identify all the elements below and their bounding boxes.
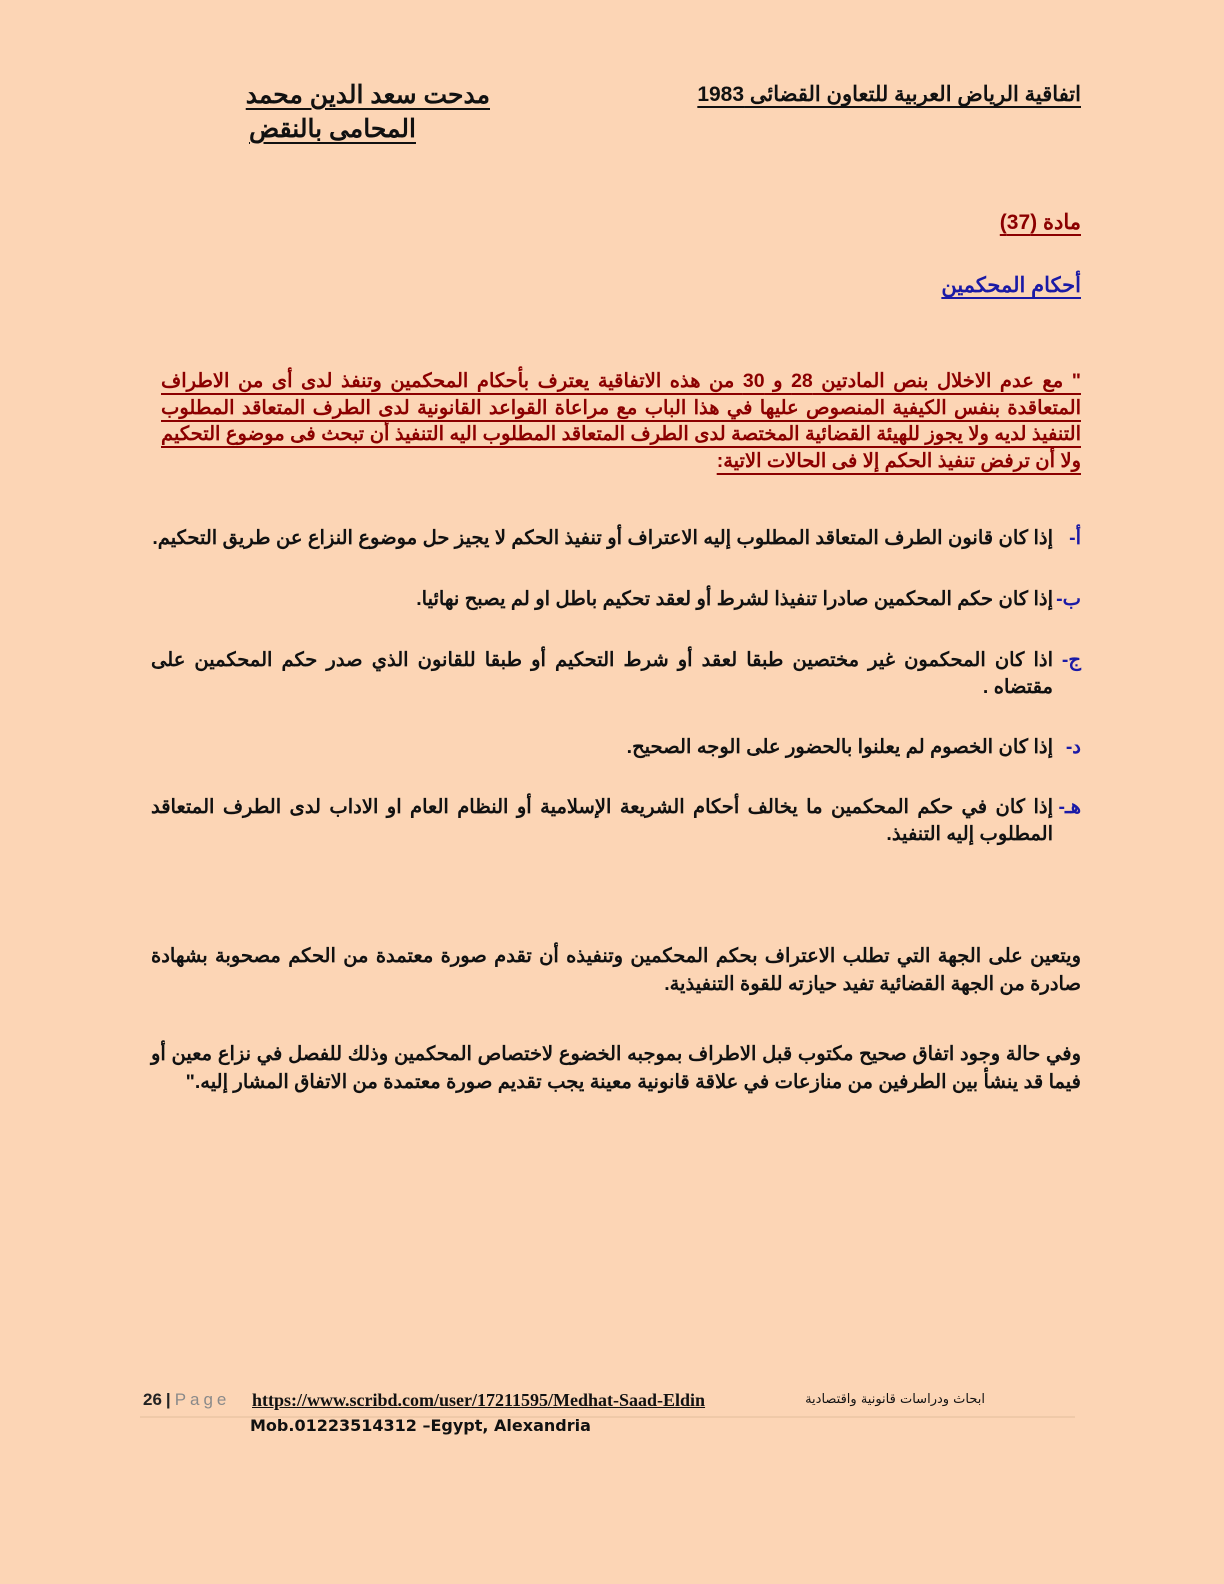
list-item: [151, 525, 1081, 552]
document-title: اتفاقية الرياض العربية للتعاون القضائى 1983: [697, 83, 1081, 106]
list-marker: ج-: [1061, 649, 1081, 671]
page-number: 26: [143, 1390, 162, 1409]
page-word: Page: [174, 1390, 231, 1409]
list-item-text: إذا كان في حكم المحكمين ما يخالف أحكام الشريعة الإسلامية أو النظام العام او الاداب لدى الطرف المتعاقد المطلوب إليه التنفيذ.: [151, 796, 1053, 845]
page-number-block: [143, 1390, 230, 1410]
list-marker: د-: [1065, 736, 1081, 758]
article-number: مادة (37): [999, 211, 1081, 234]
author-block: [205, 78, 490, 146]
footer-separator: |: [165, 1390, 171, 1409]
list-marker: أ-: [1069, 527, 1081, 549]
list-item-text: إذا كان قانون الطرف المتعاقد المطلوب إليه الاعتراف أو تنفيذ الحكم لا يجيز حل موضوع النزاع عن طريق التحكيم.: [152, 527, 1053, 549]
list-item-text: إذا كان الخصوم لم يعلنوا بالحضور على الوجه الصحيح.: [626, 736, 1053, 758]
author-title: المحامى بالنقض: [249, 115, 416, 143]
list-marker: هـ-: [1058, 796, 1081, 818]
intro-paragraph: " مع عدم الاخلال بنص المادتين 28 و 30 من هذه الاتفاقية يعترف بأحكام المحكمين وتنفذ لدى أى من الاطراف المتعاقدة بنفس الكيفية المنصوص عليها في هذا الباب مع مراعاة القواعد القانونية لدى الطرف المتعاقد المطلوب التنفيذ لديه ولا يجوز للهيئة القضائية المختصة لدى الطرف المتعاقد المطلوب اليه التنفيذ أن تبحث فى موضوع التحكيم ولا أن ترفض تنفيذ الحكم إلا فى الحالات الاتية:: [161, 370, 1081, 472]
list-item: [151, 794, 1081, 848]
body-paragraph: وفي حالة وجود اتفاق صحيح مكتوب قبل الاطراف بموجبه الخضوع لاختصاص المحكمين وذلك للفصل في نزاع معين أو فيما قد ينشأ بين الطرفين من منازعات في علاقة قانونية معينة يجب تقديم صورة معتمدة من الاتفاق المشار إليه.": [151, 1043, 1081, 1093]
list-item: [151, 586, 1081, 613]
page-footer: [140, 1388, 1075, 1435]
list-marker: ب-: [1056, 588, 1081, 610]
footer-mobile: Mob.01223514312 –Egypt, Alexandria: [250, 1416, 591, 1435]
body-paragraph: ويتعين على الجهة التي تطلب الاعتراف بحكم المحكمين وتنفيذه أن تقدم صورة معتمدة من الحكم مصحوبة بشهادة صادرة من الجهة القضائية تفيد حيازته للقوة التنفيذية.: [151, 945, 1081, 995]
list-item-text: اذا كان المحكمون غير مختصين طبقا لعقد أو شرط التحكيم أو طبقا للقانون الذي صدر حكم المحكمين على مقتضاه .: [151, 649, 1053, 698]
footer-line: [140, 1388, 1075, 1417]
footer-arabic-note: ابحاث ودراسات قانونية واقتصادية: [805, 1392, 985, 1407]
conditions-list: [151, 525, 1081, 848]
list-item: [151, 647, 1081, 701]
scribd-link[interactable]: https://www.scribd.com/user/17211595/Medhat-Saad-Eldin: [252, 1390, 706, 1410]
list-item-text: إذا كان حكم المحكمين صادرا تنفيذا لشرط أو لعقد تحكيم باطل او لم يصبح نهائيا.: [416, 588, 1053, 610]
article-subject: أحكام المحكمين: [941, 274, 1081, 297]
list-item: [151, 734, 1081, 761]
author-name: مدحت سعد الدين محمد: [245, 81, 490, 109]
